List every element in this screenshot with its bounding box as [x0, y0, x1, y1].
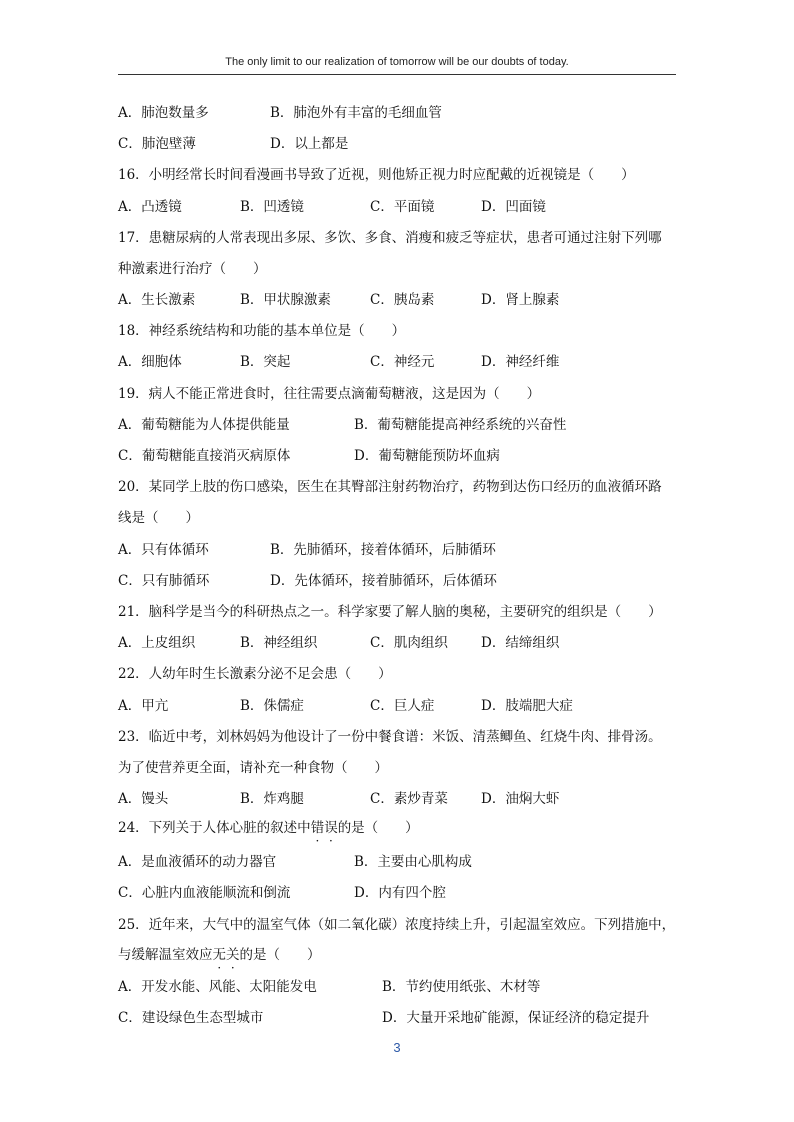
question-text-part: 与缓解温室效应: [118, 947, 213, 963]
answer-option: D．结缔组织: [481, 635, 560, 651]
question-text: 23．临近中考，刘林妈妈为他设计了一份中餐食谱：米饭、清蒸鲫鱼、红烧牛肉、排骨汤。: [118, 729, 662, 745]
emphasis-char: 误: [324, 820, 338, 836]
answer-option: C．葡萄糖能直接消灭病原体: [118, 448, 291, 464]
answer-option: B．突起: [240, 354, 291, 370]
question-text: 种激素进行治疗（ ）: [118, 261, 267, 277]
answer-option: D．凹面镜: [481, 199, 546, 215]
question-text: [118, 946, 321, 964]
answer-option: C．肌肉组织: [370, 635, 448, 651]
question-text: 18．神经系统结构和功能的基本单位是（ ）: [118, 323, 406, 339]
answer-option: C．建设绿色生态型城市: [118, 1010, 264, 1026]
options-row: [118, 572, 678, 590]
answer-option: D．先体循环，接着肺循环，后体循环: [270, 573, 497, 589]
question-text-part: 的是（ ）: [337, 820, 419, 836]
answer-option: B．神经组织: [240, 635, 318, 651]
answer-option: B．先肺循环，接着体循环，后肺循环: [270, 542, 496, 558]
options-row: [118, 353, 678, 371]
question-text-part: 24．下列关于人体心脏的叙述中: [118, 820, 311, 836]
answer-option: C．心脏内血液能顺流和倒流: [118, 885, 291, 901]
page-number: 3: [393, 1040, 401, 1055]
answer-option: C．胰岛素: [370, 292, 435, 308]
answer-option: D．以上都是: [270, 136, 349, 152]
options-row: [118, 104, 678, 122]
answer-option: D．内有四个腔: [354, 885, 446, 901]
options-row: [118, 447, 678, 465]
question-text: 25．近年来，大气中的温室气体（如二氧化碳）浓度持续上升，引起温室效应。下列措施中，: [118, 917, 676, 933]
answer-option: A．馒头: [118, 791, 169, 807]
answer-option: B．肺泡外有丰富的毛细血管: [270, 105, 442, 121]
options-row: [118, 1009, 678, 1027]
answer-option: C．神经元: [370, 354, 435, 370]
options-row: [118, 697, 678, 715]
options-row: [118, 541, 678, 559]
options-row: [118, 853, 678, 871]
question-text: 21．脑科学是当今的科研热点之一。科学家要了解人脑的奥秘，主要研究的组织是（ ）: [118, 604, 662, 620]
options-row: [118, 978, 678, 996]
answer-option: A．凸透镜: [118, 199, 182, 215]
answer-option: A．肺泡数量多: [118, 105, 209, 121]
question-text: 线是（ ）: [118, 510, 199, 526]
answer-option: D．大量开采地矿能源，保证经济的稳定提升: [382, 1010, 650, 1026]
answer-option: B．凹透镜: [240, 199, 304, 215]
options-row: [118, 634, 678, 652]
answer-option: A．上皮组织: [118, 635, 196, 651]
emphasis-char: 关: [226, 947, 240, 963]
answer-option: B．炸鸡腿: [240, 791, 304, 807]
answer-option: B．主要由心肌构成: [354, 854, 472, 870]
options-row: [118, 291, 678, 309]
options-row: [118, 884, 678, 902]
emphasis-char: 无: [212, 947, 226, 963]
question-text: 22．人幼年时生长激素分泌不足会患（ ）: [118, 666, 392, 682]
answer-option: C．只有肺循环: [118, 573, 210, 589]
question-text: 为了使营养更全面，请补充一种食物（ ）: [118, 760, 388, 776]
answer-option: B．侏儒症: [240, 698, 304, 714]
answer-option: A．是血液循环的动力器官: [118, 854, 277, 870]
answer-option: C．巨人症: [370, 698, 435, 714]
answer-option: C．素炒青菜: [370, 791, 448, 807]
answer-option: D．油焖大虾: [481, 791, 560, 807]
answer-option: A．细胞体: [118, 354, 182, 370]
answer-option: A．葡萄糖能为人体提供能量: [118, 417, 290, 433]
answer-option: C．平面镜: [370, 199, 435, 215]
answer-option: A．开发水能、风能、太阳能发电: [118, 979, 317, 995]
question-text: 20．某同学上肢的伤口感染，医生在其臀部注射药物治疗，药物到达伤口经历的血液循环路: [118, 479, 662, 495]
question-text: [118, 819, 419, 837]
answer-option: B．甲状腺激素: [240, 292, 331, 308]
question-text: 17．患糖尿病的人常表现出多尿、多饮、多食、消瘦和疲乏等症状，患者可通过注射下列哪: [118, 230, 662, 246]
answer-option: D．葡萄糖能预防坏血病: [354, 448, 500, 464]
answer-option: D．肢端肥大症: [481, 698, 573, 714]
answer-option: D．肾上腺素: [481, 292, 560, 308]
answer-option: B．节约使用纸张、木材等: [382, 979, 541, 995]
answer-option: B．葡萄糖能提高神经系统的兴奋性: [354, 417, 567, 433]
options-row: [118, 790, 678, 808]
options-row: [118, 416, 678, 434]
answer-option: C．肺泡壁薄: [118, 136, 196, 152]
page-header-quote: The only limit to our realization of tomorrow will be our doubts of today.: [118, 56, 676, 75]
answer-option: A．甲亢: [118, 698, 169, 714]
answer-option: A．生长激素: [118, 292, 196, 308]
options-row: [118, 135, 678, 153]
question-text-part: 的是（ ）: [239, 947, 321, 963]
answer-option: D．神经纤维: [481, 354, 560, 370]
options-row: [118, 198, 678, 216]
question-text: 19．病人不能正常进食时，往往需要点滴葡萄糖液，这是因为（ ）: [118, 386, 541, 402]
emphasis-char: 错: [310, 820, 325, 836]
answer-option: A．只有体循环: [118, 542, 209, 558]
question-text: 16．小明经常长时间看漫画书导致了近视，则他矫正视力时应配戴的近视镜是（ ）: [118, 167, 635, 183]
